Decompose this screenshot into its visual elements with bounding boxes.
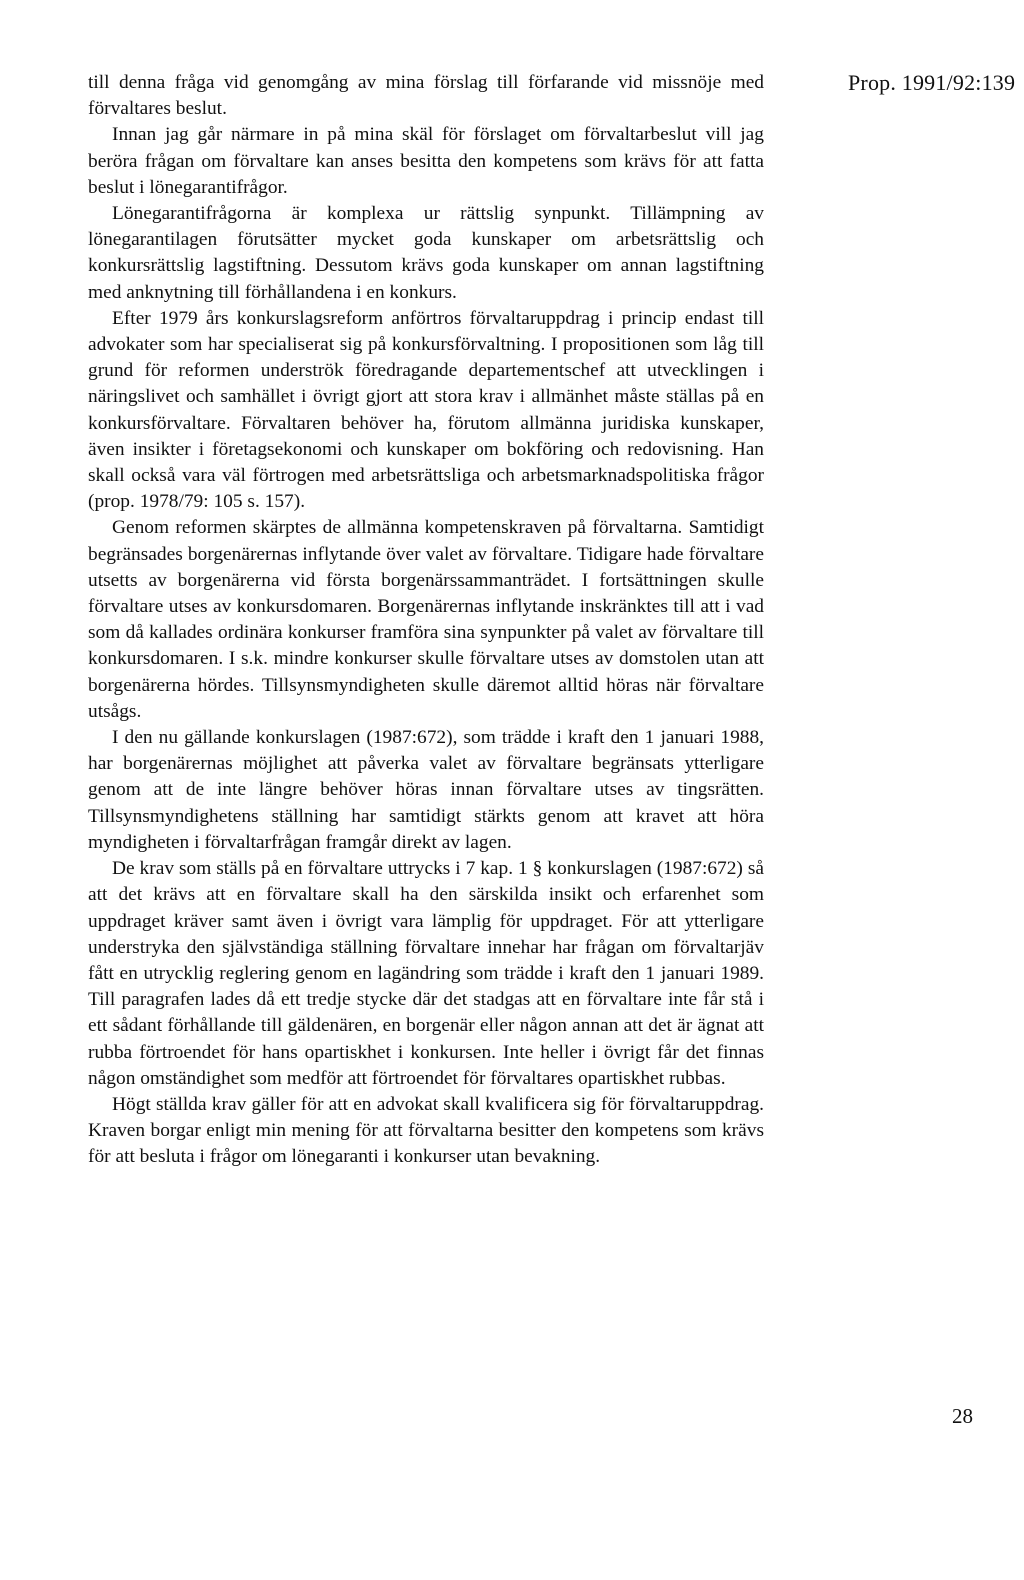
paragraph: Efter 1979 års konkurslagsreform anförtros förvaltaruppdrag i princip endast till advokater som har specialiserat sig på konkursförvaltning. I propositionen som låg till grund för reformen underströk föredragande departementschef att utvecklingen i näringslivet och samhället i övrigt gjort att stora krav i allmänhet måste ställas på en konkursförvaltare. Förvaltaren behöver ha, förutom allmänna juridiska kunskaper, även insikter i företagsekonomi och kunskaper om bokföring och redovisning. Han skall också vara väl förtrogen med arbetsrättsliga och arbetsmarknadspolitiska frågor (prop. 1978/79: 105 s. 157). [88,307,764,513]
paragraph: De krav som ställs på en förvaltare uttrycks i 7 kap. 1 § konkurslagen (1987:672) så att det krävs att en förvaltare skall ha den särskilda insikt och erfarenhet som uppdraget kräver samt även i övrigt vara lämplig för uppdraget. För att ytterligare understryka den självständiga ställning förvaltare innehar har frågan om förvaltarjäv fått en utrycklig reglering genom en lagändring som trädde i kraft den 1 januari 1989. Till paragrafen lades då ett tredje stycke där det stadgas att en förvaltare inte får stå i ett sådant förhållande till gäldenären, en borgenär eller någon annan att det är ägnat att rubba förtroendet för hans opartiskhet i konkursen. Inte heller i övrigt får det finnas någon omständighet som medför att förtroendet för förvaltares opartiskhet rubbas. [88,858,764,1089]
document-reference: Prop. 1991/92:139 [848,70,1016,95]
paragraph: Genom reformen skärptes de allmänna kompetenskraven på förvaltarna. Samtidigt begränsades borgenärernas inflytande över valet av förvaltare. Tidigare hade förvaltare utsetts av borgenärerna vid första borgenärssammanträdet. I fortsättningen skulle förvaltare utses av konkursdomaren. Borgenärernas inflytande inskränktes till att i vad som då kallades ordinära konkurser framföra sina synpunkter på valet av förvaltare till konkursdomaren. I s.k. mindre konkurser skulle förvaltare utses av domstolen utan att borgenärerna hördes. Tillsynsmyndigheten skulle däremot alltid höras när förvaltare utsågs. [88,517,764,722]
page-number: 28 [952,1404,973,1428]
paragraph: Lönegarantifrågorna är komplexa ur rättslig synpunkt. Tillämpning av lönegarantilagen förutsätter mycket goda kunskaper om arbetsrättslig och konkursrättslig lagstiftning. Dessutom krävs goda kunskaper om annan lagstiftning med anknytning till förhållandena i en konkurs. [88,203,764,303]
paragraph: Innan jag går närmare in på mina skäl för förslaget om förvaltarbeslut vill jag beröra frågan om förvaltare kan anses besitta den kompetens som krävs för att fatta beslut i lönegarantifrågor. [88,124,764,198]
paragraph: I den nu gällande konkurslagen (1987:672), som trädde i kraft den 1 januari 1988, har borgenärernas möjlighet att påverka valet av förvaltare begränsats ytterligare genom att de inte längre behöver höras innan förvaltare utses av tingsrätten. Tillsynsmyndighetens ställning har samtidigt stärkts genom att kravet att höra myndigheten i förvaltarfrågan framgår direkt av lagen. [88,727,764,853]
body-text [88,70,764,1171]
paragraph: Högt ställda krav gäller för att en advokat skall kvalificera sig för förvaltaruppdrag. Kraven borgar enligt min mening för att förvaltarna besitter den kompetens som krävs för att besluta i frågor om lönegaranti i konkurser utan bevakning. [88,1093,764,1168]
paragraph: till denna fråga vid genomgång av mina förslag till förfarande vid missnöje med förvaltares beslut. [88,72,764,120]
